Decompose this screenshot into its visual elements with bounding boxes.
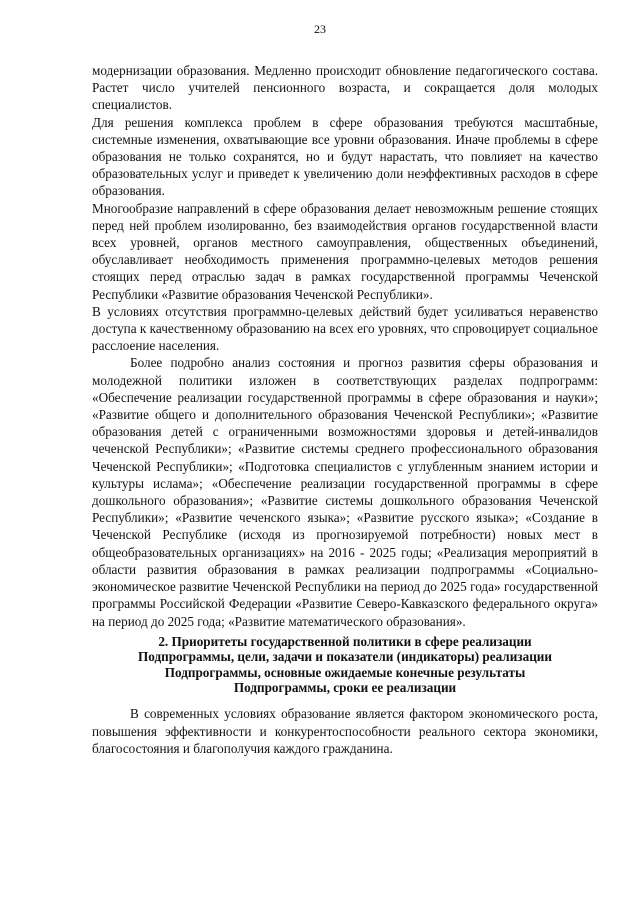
paragraph-inequality: В условиях отсутствия программно-целевых действий будет усиливаться неравенство доступа к качественному образованию на всех его уровнях, что спровоцирует социальное расслоение населения. [92, 303, 598, 354]
section-heading-line: Подпрограммы, основные ожидаемые конечные результаты [164, 664, 526, 680]
section-heading-line: 2. Приоритеты государственной политики в сфере реализации [158, 633, 532, 649]
section-heading [92, 634, 598, 696]
paragraph-subprograms: Более подробно анализ состояния и прогноз развития сферы образования и молодежной политики изложен в соответствующих разделах подпрограмм: «Обеспечение реализации государственной программы в сфере образования и науки»; «Развитие общего и дополнительного образования Чеченской Республики»; «Развитие образования детей с ограниченными возможностями здоровья и детей-инвалидов чеченской Республики»; «Развитие системы среднего профессионального образования Чеченской Республики»; «Подготовка специалистов с углубленным знанием истории и культуры ислама»; «Обеспечение реализации государственной программы в сфере дошкольного образования»; «Развитие системы дошкольного образования Чеченской Республики»; «Развитие чеченского языка»; «Развитие русского языка»; «Создание в Чеченской Республике (исходя из прогнозируемой потребности) новых мест в общеобразовательных организациях» на 2016 - 2025 годы; «Реализация мероприятий в области развития образования в рамках реализации подпрограммы «Социально-экономическое развитие Чеченской Республики на период до 2025 года» государственной программы Российской Федерации «Развитие Северо-Кавказского федерального округа» на период до 2025 года; «Развитие математического образования». [92, 355, 598, 629]
paragraph-system-changes: Для решения комплекса проблем в сфере образования требуются масштабные, системные изменения, охватывающие все уровни образования. Иначе проблемы в сфере образования не только сохранятся, но и будут нарастать, что повлияет на качество образовательных услуг и приведет к увеличению доли неэффективных расходов в сфере образования. [92, 114, 598, 199]
section-heading-line: Подпрограммы, сроки ее реализации [233, 679, 457, 695]
paragraph-modern-conditions: В современных условиях образование является фактором экономического роста, повышения эффективности и конкурентоспособности реального сектора экономики, благосостояния и благополучия каждого гражданина. [92, 706, 598, 756]
section-heading-line: Подпрограммы, цели, задачи и показатели (индикаторы) реализации [137, 649, 552, 665]
page-number: 23 [314, 22, 326, 36]
paragraph-diversity: Многообразие направлений в сфере образования делает невозможным решение стоящих перед ней проблем изолированно, без взаимодействия органов государственной власти всех уровней, органов местного самоуправления, общественных объединений, обуславливает необходимость применения программно-целевых методов решения стоящих перед отраслью задач в рамках государственной программы Чеченской Республики «Развитие образования Чеченской Республики». [92, 200, 598, 302]
paragraph-modernization: модернизации образования. Медленно происходит обновление педагогического состава. Растет число учителей пенсионного возраста, и сокращается доля молодых специалистов. [92, 63, 598, 113]
page-body [92, 62, 598, 757]
spacer [92, 697, 598, 705]
